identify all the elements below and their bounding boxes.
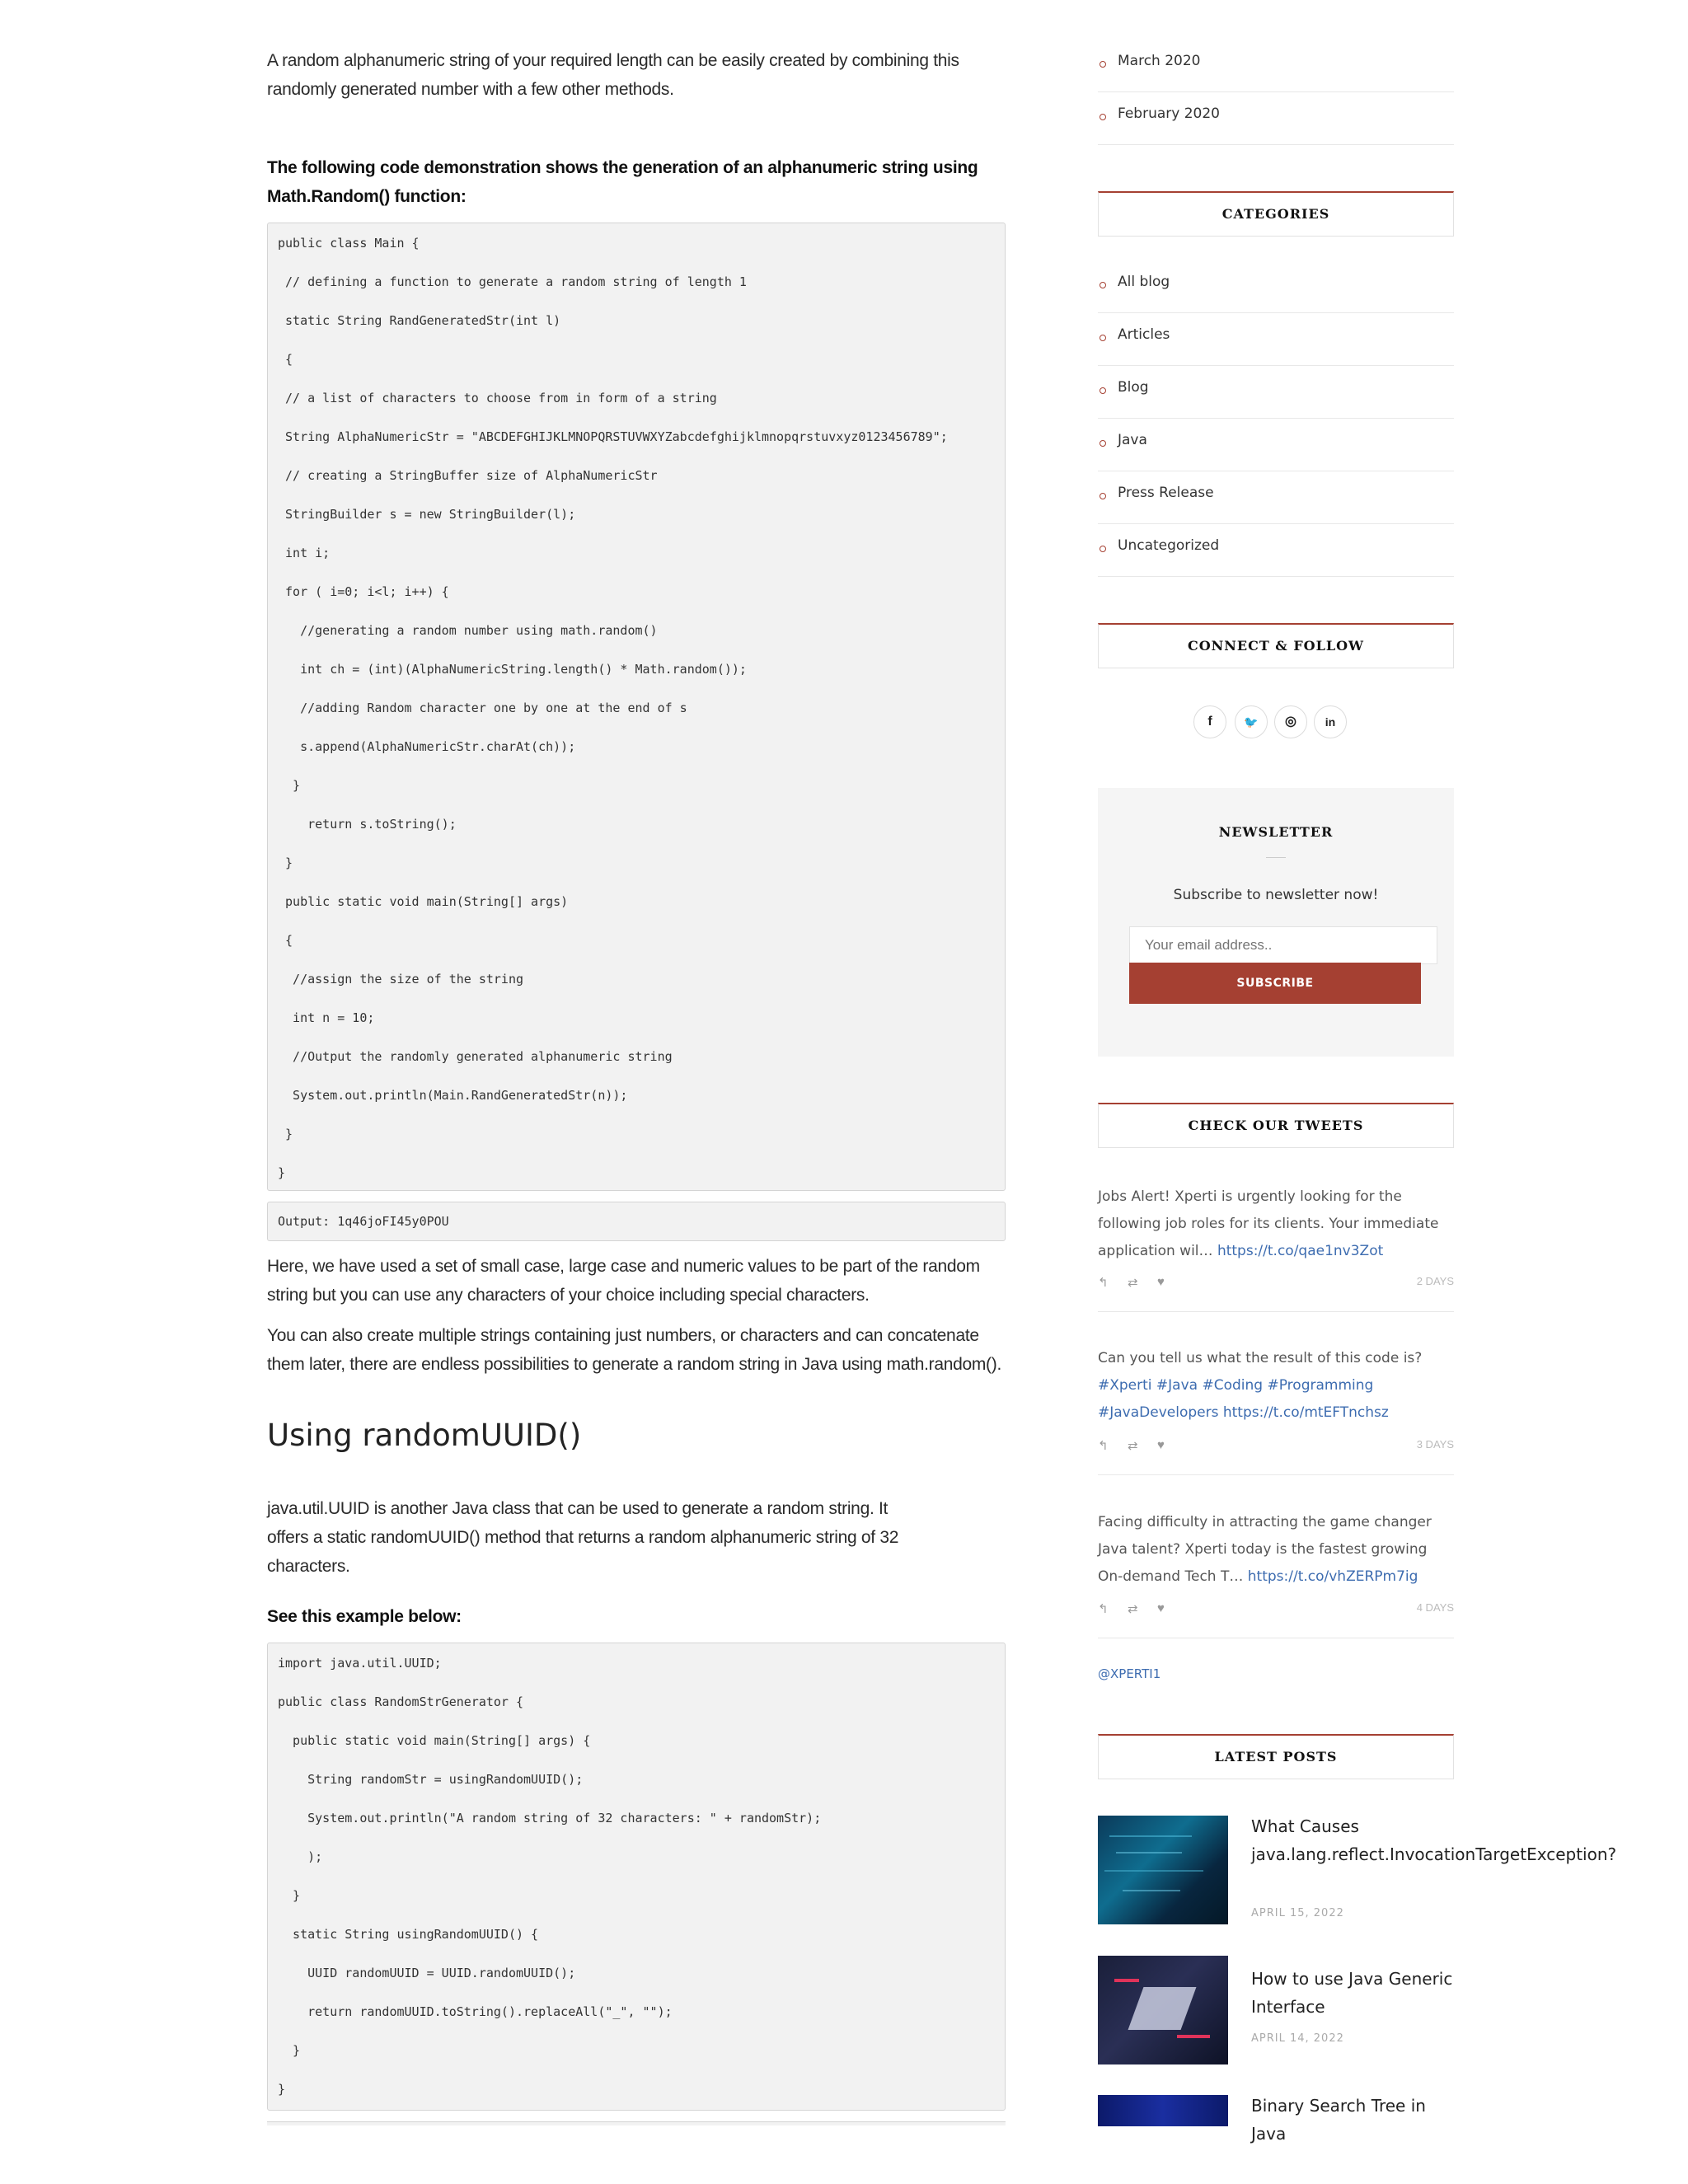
code-line: // defining a function to generate a random string of length 1 — [278, 274, 747, 289]
tweet-link[interactable]: #Xperti #Java #Coding #Programming #JavaDevelopers https://t.co/mtEFTnchsz — [1098, 1377, 1389, 1421]
category-label: All blog — [1118, 274, 1170, 290]
code-line: { — [278, 933, 293, 948]
paragraph-charset: Here, we have used a set of small case, large case and numeric values to be part of the random string but you can use any characters of your choice including special characters. — [267, 1257, 980, 1305]
connect-follow-title: CONNECT & FOLLOW — [1098, 623, 1454, 668]
code-line: static String RandGeneratedStr(int l) — [278, 313, 561, 328]
tweet-link[interactable]: https://t.co/vhZERPm7ig — [1247, 1568, 1418, 1585]
newsletter-box — [1098, 788, 1454, 1057]
post-thumbnail-code[interactable] — [1098, 1816, 1228, 1924]
tweet-text: Facing difficulty in attracting the game changer Java talent? Xperti today is the fastest growing On-demand Tech T… — [1098, 1514, 1432, 1585]
subscribe-button[interactable]: SUBSCRIBE — [1129, 963, 1421, 1004]
newsletter-divider — [1266, 857, 1286, 858]
archive-item-february-2020[interactable] — [1098, 92, 1454, 145]
code-line: UUID randomUUID = UUID.randomUUID(); — [278, 1966, 576, 1980]
category-label: Uncategorized — [1118, 537, 1220, 554]
code-line: } — [278, 2082, 286, 2097]
code-line: { — [278, 352, 293, 367]
output-text: Output: 1q46joFI45y0POU — [278, 1214, 449, 1229]
post-title-link[interactable]: Binary Search Tree in Java — [1251, 2096, 1426, 2144]
reply-icon[interactable]: ↰ — [1098, 1439, 1109, 1453]
code-line: } — [278, 855, 293, 870]
like-icon[interactable]: ♥ — [1157, 1601, 1165, 1615]
retweet-icon[interactable]: ⇄ — [1128, 1602, 1138, 1616]
category-label: Blog — [1118, 379, 1149, 396]
category-item-uncategorized[interactable] — [1098, 524, 1454, 577]
uuid-paragraph: java.util.UUID is another Java class that can be used to generate a random string. It offers a static randomUUID() method that returns a random alphanumeric string of 32 characters. — [267, 1499, 899, 1576]
tweet-link[interactable]: https://t.co/qae1nv3Zot — [1217, 1243, 1384, 1259]
category-item-blog[interactable] — [1098, 366, 1454, 419]
code-line: // creating a StringBuffer size of AlphaNumericStr — [278, 468, 658, 483]
code-line: int n = 10; — [278, 1010, 375, 1025]
code-line: //generating a random number using math.random() — [278, 623, 658, 638]
linkedin-icon[interactable]: in — [1314, 705, 1347, 738]
category-item-java[interactable] — [1098, 419, 1454, 471]
category-item-all-blog[interactable] — [1098, 260, 1454, 313]
newsletter-subtitle: Subscribe to newsletter now! — [1173, 887, 1379, 903]
twitter-icon[interactable]: 🐦 — [1235, 705, 1268, 738]
code-line: //adding Random character one by one at the end of s — [278, 701, 687, 715]
code-block-math-random[interactable] — [267, 223, 1006, 1191]
see-example-label: See this example below: — [267, 1607, 462, 1626]
tweet-age: 2 DAYS — [1416, 1275, 1454, 1287]
code-line: public static void main(String[] args) { — [278, 1733, 591, 1748]
code-line: public static void main(String[] args) — [278, 894, 569, 909]
bullet-icon — [1100, 546, 1106, 552]
code-line: return randomUUID.toString().replaceAll("_", ""); — [278, 2004, 673, 2019]
bullet-icon — [1100, 440, 1106, 447]
category-item-press-release[interactable] — [1098, 471, 1454, 524]
code-line: } — [278, 1888, 301, 1903]
bullet-icon — [1100, 493, 1106, 499]
code-line: String AlphaNumericStr = "ABCDEFGHIJKLMNOPQRSTUVWXYZabcdefghijklmnopqrstuvxyz0123456789"; — [278, 429, 948, 444]
code-line: //assign the size of the string — [278, 972, 524, 987]
tweet-text: Jobs Alert! Xperti is urgently looking for the following job roles for its clients. Your immediate application wil… — [1098, 1188, 1439, 1259]
tweets-title: CHECK OUR TWEETS — [1098, 1103, 1454, 1148]
code-line: ); — [278, 1849, 323, 1864]
code-block-uuid[interactable] — [267, 1643, 1006, 2111]
reply-icon[interactable]: ↰ — [1098, 1276, 1109, 1290]
tweet-age: 3 DAYS — [1416, 1438, 1454, 1451]
archive-label: March 2020 — [1118, 53, 1201, 69]
post-thumbnail-bst[interactable] — [1098, 2095, 1228, 2126]
code-line: for ( i=0; i<l; i++) { — [278, 584, 449, 599]
code-line: } — [278, 1165, 286, 1180]
post-title-link[interactable]: What Causes java.lang.reflect.InvocationTargetException? — [1251, 1816, 1617, 1864]
demo-heading: The following code demonstration shows the generation of an alphanumeric string using Math.Random() function: — [267, 158, 978, 206]
intro-paragraph: A random alphanumeric string of your required length can be easily created by combining this randomly generated number with a few other methods. — [267, 51, 959, 99]
reply-icon[interactable]: ↰ — [1098, 1602, 1109, 1616]
code-line: s.append(AlphaNumericStr.charAt(ch)); — [278, 739, 576, 754]
tweet-2 — [1098, 1345, 1454, 1427]
category-label: Press Release — [1118, 485, 1214, 501]
bullet-icon — [1100, 282, 1106, 288]
code-line: System.out.println("A random string of 32 characters: " + randomStr); — [278, 1811, 822, 1825]
tweet-text: Can you tell us what the result of this code is? — [1098, 1350, 1423, 1366]
code-line: } — [278, 778, 301, 793]
newsletter-email-input[interactable] — [1129, 926, 1437, 964]
code-line: // a list of characters to choose from in form of a string — [278, 391, 717, 405]
bullet-icon — [1100, 335, 1106, 341]
post-date: APRIL 14, 2022 — [1251, 2032, 1344, 2045]
twitter-handle-link[interactable]: @XPERTI1 — [1098, 1666, 1161, 1681]
archive-item-march-2020[interactable] — [1098, 40, 1454, 92]
archive-label: February 2020 — [1118, 105, 1220, 122]
newsletter-title: NEWSLETTER — [1218, 824, 1334, 840]
post-thumbnail-chip[interactable] — [1098, 1956, 1228, 2064]
code-line: } — [278, 2043, 301, 2058]
code-line: return s.toString(); — [278, 817, 457, 832]
tweet-actions — [1098, 1275, 1454, 1295]
post-date: APRIL 15, 2022 — [1251, 1907, 1344, 1919]
tweet-3 — [1098, 1509, 1454, 1591]
code-line: import java.util.UUID; — [278, 1656, 442, 1671]
tweet-divider — [1098, 1311, 1454, 1312]
bullet-icon — [1100, 387, 1106, 394]
bullet-icon — [1100, 61, 1106, 68]
retweet-icon[interactable]: ⇄ — [1128, 1439, 1138, 1453]
code-line: } — [278, 1127, 293, 1141]
paragraph-possibilities: You can also create multiple strings containing just numbers, or characters and can concatenate them later, there are endless possibilities to generate a random string in Java using math.random(). — [267, 1326, 1001, 1374]
tweet-actions — [1098, 1601, 1454, 1621]
like-icon[interactable]: ♥ — [1157, 1438, 1165, 1452]
code-line: String randomStr = usingRandomUUID(); — [278, 1772, 584, 1787]
facebook-icon[interactable]: f — [1193, 705, 1226, 738]
code-line: int i; — [278, 546, 331, 560]
code-line: System.out.println(Main.RandGeneratedStr(n)); — [278, 1088, 628, 1103]
like-icon[interactable]: ♥ — [1157, 1275, 1165, 1289]
categories-title: CATEGORIES — [1098, 191, 1454, 237]
next-code-block-edge — [267, 2121, 1006, 2125]
output-block — [267, 1202, 1006, 1241]
retweet-icon[interactable]: ⇄ — [1128, 1276, 1138, 1290]
tweet-age: 4 DAYS — [1416, 1601, 1454, 1614]
latest-posts-title: LATEST POSTS — [1098, 1734, 1454, 1779]
post-title-link[interactable]: How to use Java Generic Interface — [1251, 1969, 1453, 2017]
code-line: public class RandomStrGenerator { — [278, 1694, 524, 1709]
instagram-icon[interactable]: ◎ — [1274, 705, 1307, 738]
code-line: int ch = (int)(AlphaNumericString.length() * Math.random()); — [278, 662, 747, 677]
code-line: //Output the randomly generated alphanumeric string — [278, 1049, 673, 1064]
code-line: static String usingRandomUUID() { — [278, 1927, 539, 1942]
code-line: StringBuilder s = new StringBuilder(l); — [278, 507, 576, 522]
tweet-actions — [1098, 1438, 1454, 1458]
section-heading-uuid: Using randomUUID() — [267, 1418, 582, 1453]
code-line: public class Main { — [278, 236, 420, 251]
category-item-articles[interactable] — [1098, 313, 1454, 366]
bullet-icon — [1100, 114, 1106, 120]
category-label: Articles — [1118, 326, 1170, 343]
tweet-1 — [1098, 1183, 1454, 1265]
tweet-divider — [1098, 1474, 1454, 1475]
category-label: Java — [1118, 432, 1147, 448]
